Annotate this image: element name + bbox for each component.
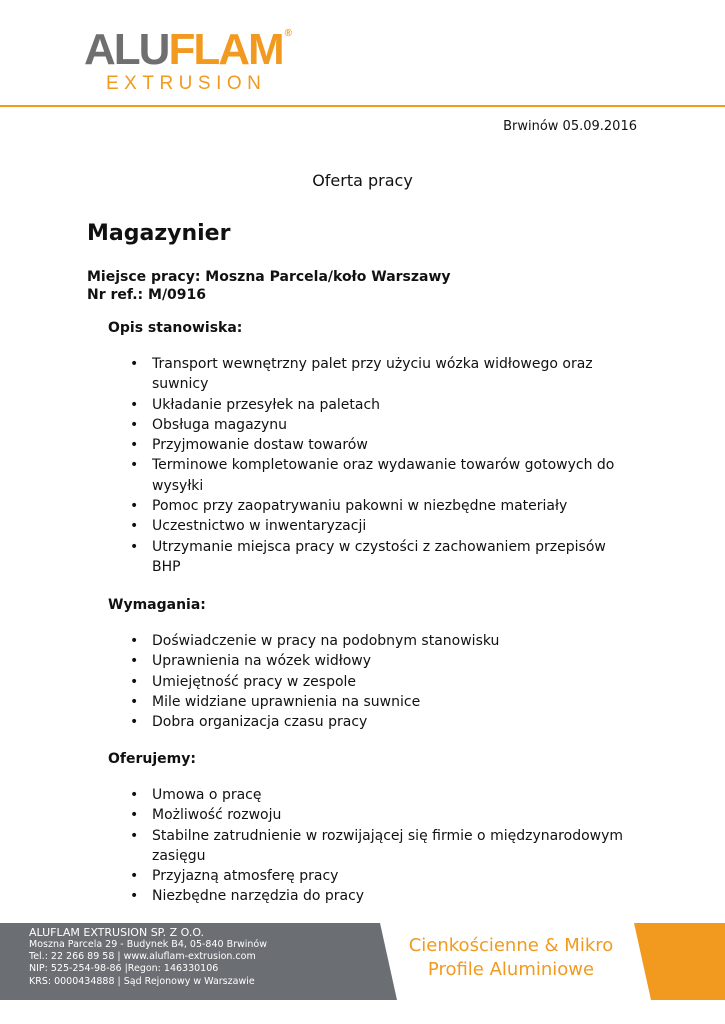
logo-wordmark xyxy=(84,25,292,74)
list-item: • Niezbędne narzędzia do pracy xyxy=(108,886,638,906)
list-item: • Utrzymanie miejsca pracy w czystości z zachowaniem przepisów BHP xyxy=(108,537,638,578)
list-item: • Uprawnienia na wózek widłowy xyxy=(108,651,638,671)
list-item: • Pomoc przy zaopatrywaniu pakowni w niezbędne materiały xyxy=(108,496,638,516)
list-item: • Przyjazną atmosferę pracy xyxy=(108,866,638,886)
logo-part-alu: ALU xyxy=(84,25,169,74)
job-location: Miejsce pracy: Moszna Parcela/koło Warszawy xyxy=(87,269,451,285)
header-divider xyxy=(0,105,725,107)
list-item: • Dobra organizacja czasu pracy xyxy=(108,712,638,732)
tagline-line-2: Profile Aluminiowe xyxy=(427,959,595,980)
logo-subtitle: EXTRUSION xyxy=(106,73,267,94)
document-subject: Oferta pracy xyxy=(312,171,413,190)
list-item: • Uczestnictwo w inwentaryzacji xyxy=(108,516,638,536)
document-date: Brwinów 05.09.2016 xyxy=(503,119,637,134)
list-item: • Terminowe kompletowanie oraz wydawanie towarów gotowych do wysyłki xyxy=(108,455,638,496)
list-item: • Umowa o pracę xyxy=(108,785,638,805)
description-list xyxy=(108,354,638,577)
job-title: Magazynier xyxy=(87,221,231,246)
list-item: • Obsługa magazynu xyxy=(108,415,638,435)
list-item: • Doświadczenie w pracy na podobnym stanowisku xyxy=(108,631,638,651)
section-title-description: Opis stanowiska: xyxy=(108,320,243,336)
footer-tagline xyxy=(385,934,637,982)
footer-company-name: ALUFLAM EXTRUSION SP. Z O.O. xyxy=(29,926,205,939)
footer-company-info xyxy=(29,926,267,988)
list-item: • Możliwość rozwoju xyxy=(108,805,638,825)
tagline-line-1: Cienkościenne & Mikro xyxy=(408,935,614,956)
registered-mark: ® xyxy=(284,28,292,39)
list-item: • Transport wewnętrzny palet przy użyciu wózka widłowego oraz suwnicy xyxy=(108,354,638,395)
footer-krs: KRS: 0000434888 | Sąd Rejonowy w Warszawie xyxy=(29,975,255,987)
footer-orange-band xyxy=(634,923,725,1000)
logo-part-flam: FLAM xyxy=(168,25,283,74)
section-title-requirements: Wymagania: xyxy=(108,597,206,613)
footer-contact: Tel.: 22 266 89 58 | www.aluflam-extrusion.com xyxy=(29,951,256,963)
requirements-list xyxy=(108,631,638,732)
company-logo xyxy=(84,25,292,95)
list-item: • Układanie przesyłek na paletach xyxy=(108,395,638,415)
footer-ids: NIP: 525-254-98-86 |Regon: 146330106 xyxy=(29,963,219,975)
footer-address: Moszna Parcela 29 - Budynek B4, 05-840 Brwinów xyxy=(29,939,268,950)
list-item: • Umiejętność pracy w zespole xyxy=(108,672,638,692)
list-item: • Mile widziane uprawnienia na suwnice xyxy=(108,692,638,712)
job-reference: Nr ref.: M/0916 xyxy=(87,287,207,303)
list-item: • Stabilne zatrudnienie w rozwijającej się firmie o międzynarodowym zasięgu xyxy=(108,826,638,867)
section-title-offer: Oferujemy: xyxy=(108,751,196,767)
list-item: • Przyjmowanie dostaw towarów xyxy=(108,435,638,455)
job-meta xyxy=(87,268,451,304)
offer-list xyxy=(108,785,638,907)
